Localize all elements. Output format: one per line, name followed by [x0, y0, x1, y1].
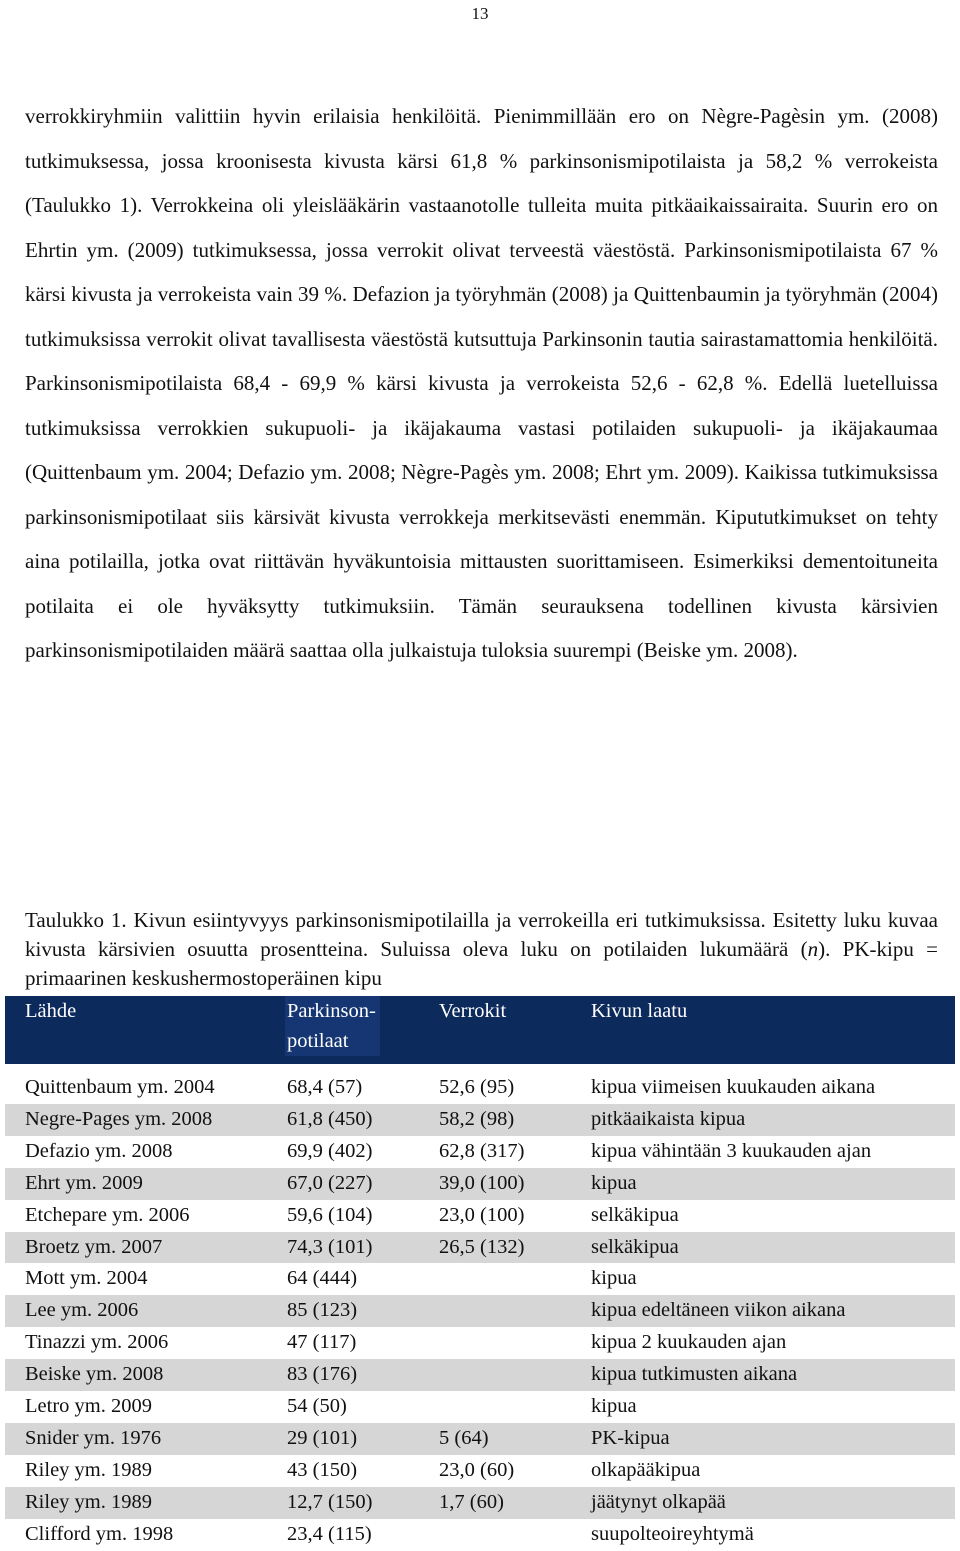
cell-source: Lee ym. 2006 — [5, 1295, 287, 1327]
cell-controls — [439, 1391, 591, 1423]
table-row — [5, 1487, 955, 1519]
table-row — [5, 1423, 955, 1455]
cell-controls: 62,8 (317) — [439, 1136, 591, 1168]
table-row — [5, 1200, 955, 1232]
cell-parkinson-patients: 47 (117) — [287, 1327, 439, 1359]
cell-controls: 23,0 (100) — [439, 1200, 591, 1232]
table-row — [5, 1295, 955, 1327]
cell-controls: 23,0 (60) — [439, 1455, 591, 1487]
header-parkinson-patients: Parkinson- potilaat — [287, 996, 439, 1068]
table-row — [5, 1136, 955, 1168]
table-row — [5, 1263, 955, 1295]
pain-prevalence-table — [5, 996, 955, 1551]
cell-controls: 52,6 (95) — [439, 1068, 591, 1104]
cell-parkinson-patients: 59,6 (104) — [287, 1200, 439, 1232]
cell-parkinson-patients: 54 (50) — [287, 1391, 439, 1423]
table-row — [5, 1104, 955, 1136]
header-controls: Verrokit — [439, 996, 591, 1068]
table-row — [5, 1359, 955, 1391]
table-row — [5, 1455, 955, 1487]
cell-pain-type: suupolteoireyhtymä — [591, 1519, 955, 1551]
cell-pain-type: selkäkipua — [591, 1232, 955, 1264]
cell-pain-type: kipua — [591, 1263, 955, 1295]
cell-parkinson-patients: 64 (444) — [287, 1263, 439, 1295]
cell-pain-type: jäätynyt olkapää — [591, 1487, 955, 1519]
table-caption — [25, 906, 938, 993]
cell-pain-type: pitkäaikaista kipua — [591, 1104, 955, 1136]
cell-parkinson-patients: 43 (150) — [287, 1455, 439, 1487]
table-row — [5, 1068, 955, 1104]
cell-controls: 26,5 (132) — [439, 1232, 591, 1264]
cell-controls: 39,0 (100) — [439, 1168, 591, 1200]
cell-source: Tinazzi ym. 2006 — [5, 1327, 287, 1359]
cell-source: Riley ym. 1989 — [5, 1455, 287, 1487]
header-source: Lähde — [5, 996, 287, 1068]
cell-pain-type: kipua viimeisen kuukauden aikana — [591, 1068, 955, 1104]
cell-controls: 1,7 (60) — [439, 1487, 591, 1519]
cell-parkinson-patients: 23,4 (115) — [287, 1519, 439, 1551]
cell-source: Broetz ym. 2007 — [5, 1232, 287, 1264]
cell-source: Mott ym. 2004 — [5, 1263, 287, 1295]
table-row — [5, 1391, 955, 1423]
cell-parkinson-patients: 85 (123) — [287, 1295, 439, 1327]
cell-controls — [439, 1263, 591, 1295]
cell-pain-type: kipua — [591, 1391, 955, 1423]
cell-source: Negre-Pages ym. 2008 — [5, 1104, 287, 1136]
cell-parkinson-patients: 69,9 (402) — [287, 1136, 439, 1168]
body-paragraph: verrokkiryhmiin valittiin hyvin erilaisia henkilöitä. Pienimmillään ero on Nègre-Pagèsin ym. (2008) tutkimuksessa, jossa kroonisesta kivusta kärsi 61,8 % parkinsonismipotilaista ja 58,2 % verrokeista (Taulukko 1). Verrokkeina oli yleislääkärin vastaanotolle tulleita muita pitkäaikaissairaita. Suurin ero on Ehrtin ym. (2009) tutkimuksessa, jossa verrokit olivat terveestä väestöstä. Parkinsonismipotilaista 67 % kärsi kivusta ja verrokeista vain 39 %. Defazion ja työryhmän (2008) ja Quittenbaumin ja työryhmän (2004) tutkimuksissa verrokit olivat tavallisesta väestöstä kutsuttuja Parkinsonin tautia sairastamattomia henkilöitä. Parkinsonismipotilaista 68,4 - 69,9 % kärsi kivusta ja verrokeista 52,6 - 62,8 %. Edellä luetelluissa tutkimuksissa verrokkien sukupuoli- ja ikäjakauma vastasi potilaiden sukupuoli- ja ikäjakaumaa (Quittenbaum ym. 2004; Defazio ym. 2008; Nègre-Pagès ym. 2008; Ehrt ym. 2009). Kaikissa tutkimuksissa parkinsonismipotilaat siis kärsivät kivusta verrokkeja merkitsevästi enemmän. Kipututkimukset on tehty aina potilailla, jotka ovat riittävän hyväkuntoisia mittausten suorittamiseen. Esimerkiksi dementoituneita potilaita ei ole hyväksytty tutkimuksiin. Tämän seurauksena todellinen kivusta kärsivien parkinsonismipotilaiden määrä saattaa olla julkaistuja tuloksia suurempi (Beiske ym. 2008). — [25, 104, 938, 662]
cell-controls — [439, 1327, 591, 1359]
cell-controls — [439, 1295, 591, 1327]
cell-source: Letro ym. 2009 — [5, 1391, 287, 1423]
cell-pain-type: PK-kipua — [591, 1423, 955, 1455]
cell-parkinson-patients: 29 (101) — [287, 1423, 439, 1455]
cell-parkinson-patients: 83 (176) — [287, 1359, 439, 1391]
caption-text-end: ). PK-kipu = primaarinen keskushermostoperäinen kipu — [25, 937, 938, 990]
cell-parkinson-patients: 12,7 (150) — [287, 1487, 439, 1519]
cell-source: Defazio ym. 2008 — [5, 1136, 287, 1168]
table-row — [5, 1168, 955, 1200]
cell-source: Etchepare ym. 2006 — [5, 1200, 287, 1232]
table-row — [5, 1232, 955, 1264]
cell-pain-type: selkäkipua — [591, 1200, 955, 1232]
cell-controls — [439, 1359, 591, 1391]
cell-controls: 58,2 (98) — [439, 1104, 591, 1136]
page-number: 13 — [471, 4, 489, 23]
caption-text-start: Taulukko 1. Kivun esiintyvyys parkinsonismipotilailla ja verrokeilla eri tutkimuksissa. Esitetty luku kuvaa kivusta kärsivien osuutta prosentteina. Suluissa oleva luku on potilaiden lukumäärä ( — [25, 908, 938, 961]
cell-parkinson-patients: 68,4 (57) — [287, 1068, 439, 1104]
table-row — [5, 1327, 955, 1359]
cell-source: Clifford ym. 1998 — [5, 1519, 287, 1551]
cell-controls: 5 (64) — [439, 1423, 591, 1455]
table-header-row — [5, 996, 955, 1068]
cell-source: Beiske ym. 2008 — [5, 1359, 287, 1391]
cell-pain-type: kipua tutkimusten aikana — [591, 1359, 955, 1391]
cell-parkinson-patients: 67,0 (227) — [287, 1168, 439, 1200]
cell-pain-type: olkapääkipua — [591, 1455, 955, 1487]
cell-source: Ehrt ym. 2009 — [5, 1168, 287, 1200]
cell-pain-type: kipua edeltäneen viikon aikana — [591, 1295, 955, 1327]
cell-source: Quittenbaum ym. 2004 — [5, 1068, 287, 1104]
cell-pain-type: kipua — [591, 1168, 955, 1200]
cell-pain-type: kipua vähintään 3 kuukauden ajan — [591, 1136, 955, 1168]
caption-n-symbol: n — [807, 937, 819, 961]
header-pain-type: Kivun laatu — [591, 996, 955, 1068]
cell-source: Riley ym. 1989 — [5, 1487, 287, 1519]
cell-pain-type: kipua 2 kuukauden ajan — [591, 1327, 955, 1359]
cell-parkinson-patients: 74,3 (101) — [287, 1232, 439, 1264]
cell-source: Snider ym. 1976 — [5, 1423, 287, 1455]
cell-parkinson-patients: 61,8 (450) — [287, 1104, 439, 1136]
